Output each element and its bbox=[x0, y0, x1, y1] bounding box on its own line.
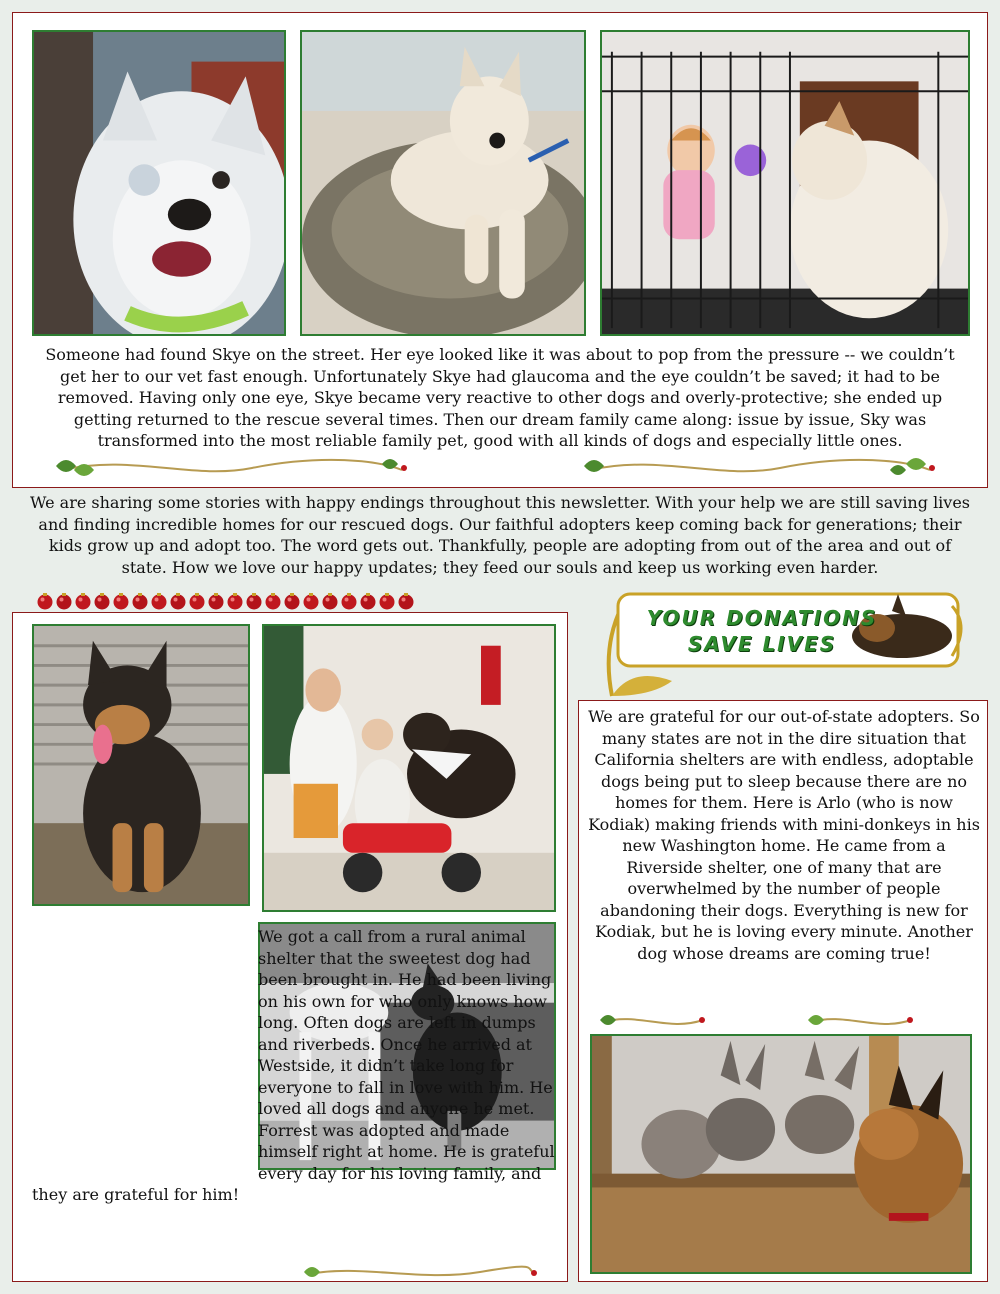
ornament-icon bbox=[188, 592, 206, 610]
ornament-icon bbox=[131, 592, 149, 610]
holly-vine-right-icon bbox=[580, 452, 940, 482]
ornament-icon bbox=[245, 592, 263, 610]
ornament-row bbox=[36, 592, 415, 610]
forrest-story-text-content: We got a call from a rural animal shelter that the sweetest dog had been brought in. He had been living on his own for who only knows how long. Often dogs are left in dumps and riverbeds. Once he arrived at Westside, it didn’t take long for everyone to fall in love with him. He loved all dogs and anyone he met. Forrest was adopted and made himself right at home. He is grateful every day for his loving family, and they are grateful for him! bbox=[32, 927, 555, 1204]
ornament-icon bbox=[55, 592, 73, 610]
ornament-icon bbox=[283, 592, 301, 610]
skye-with-toddler-photo bbox=[600, 30, 970, 336]
donations-banner-line1: YOUR DONATIONS bbox=[646, 606, 878, 630]
ornament-icon bbox=[226, 592, 244, 610]
ornament-icon bbox=[378, 592, 396, 610]
holly-vine-right-2-icon bbox=[806, 1012, 916, 1032]
intro-text: We are sharing some stories with happy endings throughout this newsletter. With your help we are still saving lives and finding incredible homes for our rescued dogs. Our faithful adopters keep coming back for generations; their kids grow up and adopt too. The word gets out. Thankfully, people are adopting from out of the area and out of state. How we love our happy updates; they feed our souls and keep us working even harder. bbox=[29, 493, 971, 577]
skye-on-bed-photo bbox=[300, 30, 586, 336]
arlo-story-text: We are grateful for our out-of-state adopters. So many states are not in the dire situation that California shelters are with endless, adoptable dogs being put to sleep because there are no homes for them. Here is Arlo (who is now Kodiak) making friends with mini-donkeys in his new Washington home. He came from a Riverside shelter, one of many that are overwhelmed by the number of people abandoning their dogs. Everything is new for Kodiak, but he is loving every minute. Another dog whose dreams are coming true! bbox=[588, 707, 980, 963]
donations-banner-line2: SAVE LIVES bbox=[687, 632, 837, 656]
ornament-icon bbox=[359, 592, 377, 610]
ornament-icon bbox=[302, 592, 320, 610]
holly-vine-right-1-icon bbox=[598, 1012, 708, 1032]
ornament-icon bbox=[321, 592, 339, 610]
ornament-icon bbox=[93, 592, 111, 610]
ornament-icon bbox=[397, 592, 415, 610]
ornament-icon bbox=[169, 592, 187, 610]
ornament-icon bbox=[74, 592, 92, 610]
ornament-icon bbox=[340, 592, 358, 610]
ornament-icon bbox=[207, 592, 225, 610]
ornament-icon bbox=[264, 592, 282, 610]
skye-selfie-photo bbox=[32, 30, 286, 336]
ornament-icon bbox=[112, 592, 130, 610]
forrest-family-photo bbox=[262, 624, 556, 912]
holly-vine-left-icon bbox=[52, 452, 412, 482]
ornament-icon bbox=[150, 592, 168, 610]
skye-story-text: Someone had found Skye on the street. Her eye looked like it was about to pop from the pressure -- we couldn’t get her to our vet fast enough. Unfortunately Skye had glaucoma and the eye couldn’t be saved; it had to be removed. Having only one eye, Skye became very reactive to other dogs and overly-protective; she ended up getting returned to the rescue several times. Then our dream family came along: issue by issue, Sky was transformed into the most reliable family pet, good with all kinds of dogs and especially little ones. bbox=[45, 345, 955, 450]
kodiak-donkeys-photo bbox=[590, 1034, 972, 1274]
forrest-story-text bbox=[32, 926, 558, 1206]
ornament-icon bbox=[36, 592, 54, 610]
holly-vine-bottom-left-icon bbox=[300, 1262, 540, 1284]
forrest-sitting-photo bbox=[32, 624, 250, 906]
